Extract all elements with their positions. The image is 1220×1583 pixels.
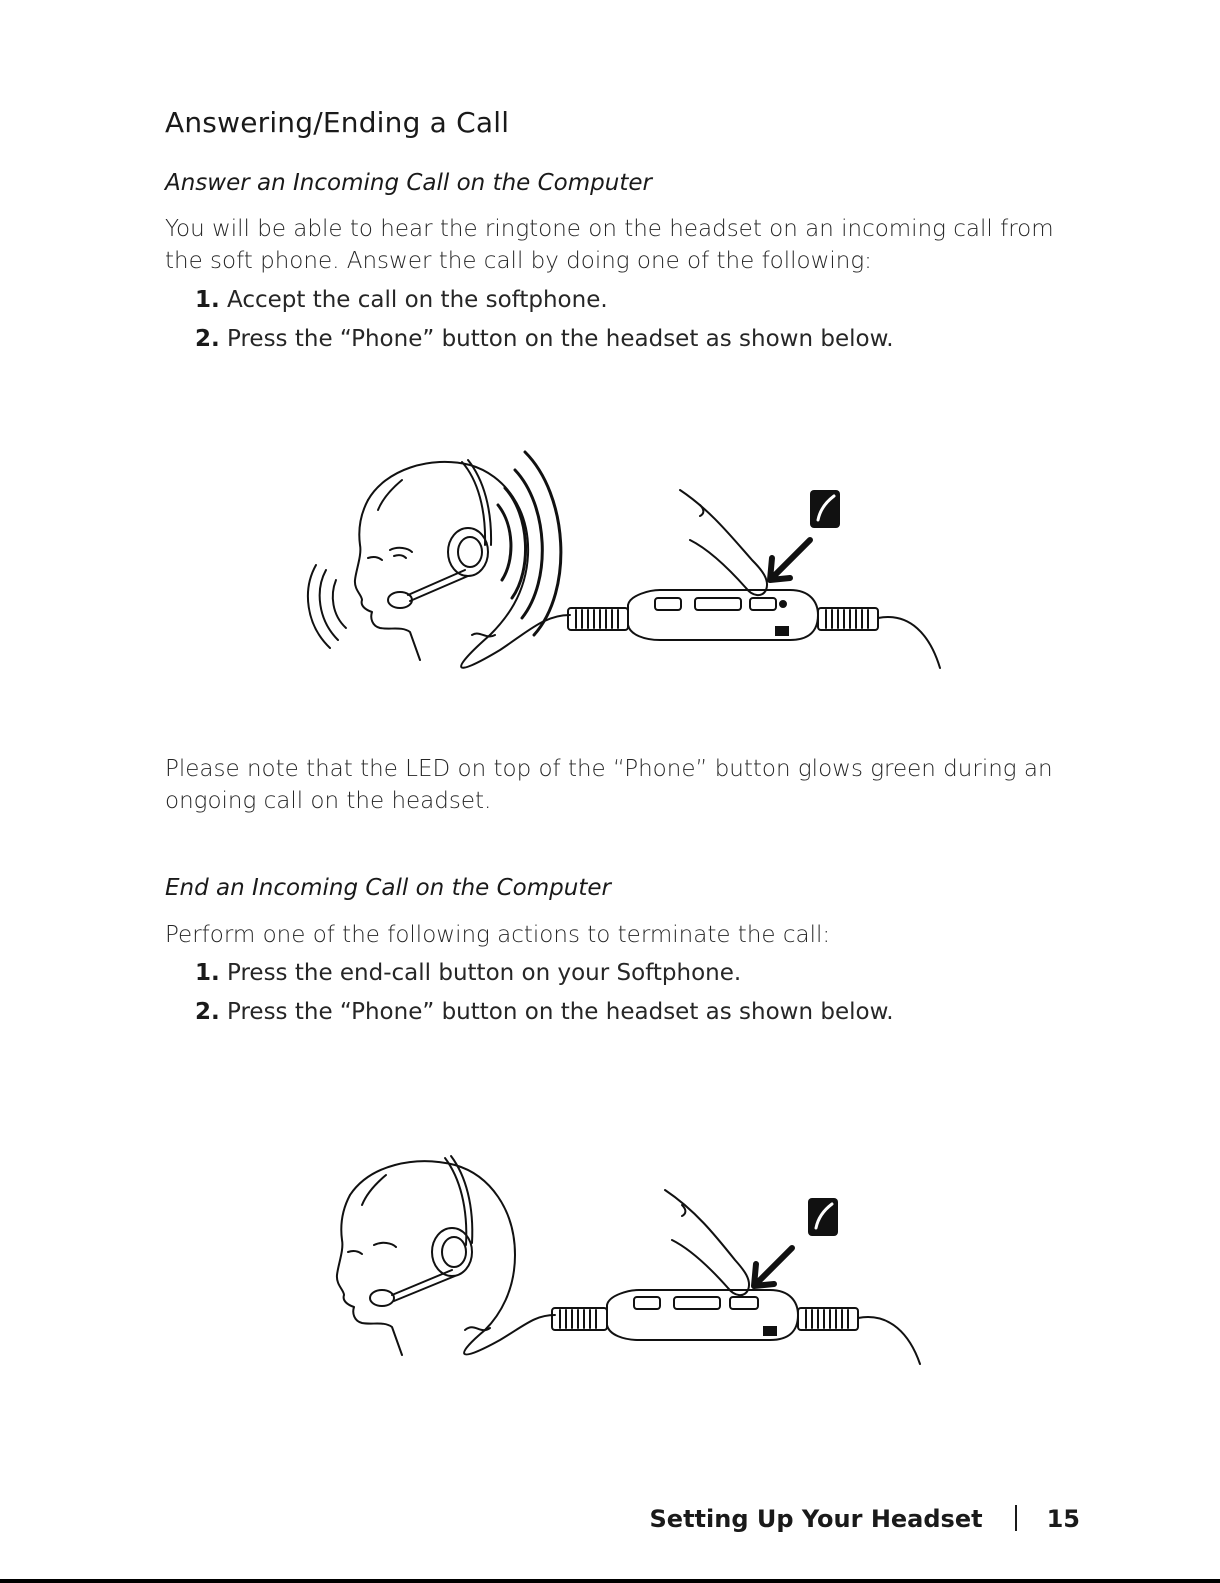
led-note: Please note that the LED on top of the “Phone” button glows green during an ongoing call on the headset.	[165, 756, 1053, 814]
list-item: 2. Press the “Phone” button on the headset as shown below.	[195, 999, 894, 1025]
answer-heading: Answer an Incoming Call on the Computer	[165, 170, 652, 196]
sound-waves-left	[308, 565, 346, 648]
inline-controller	[552, 1290, 920, 1364]
headset-figure	[388, 460, 491, 608]
answer-intro: You will be able to hear the ringtone on the headset on an incoming call from the soft phone. Answer the call by doing one of the following:	[165, 216, 1054, 274]
head-figure	[355, 462, 528, 660]
bottom-rule	[0, 1579, 1220, 1583]
inline-controller	[568, 590, 940, 668]
page-number: 15	[1046, 1505, 1080, 1533]
answer-call-illustration	[290, 430, 960, 680]
footer-separator	[1015, 1505, 1017, 1531]
section-title: Answering/Ending a Call	[165, 106, 510, 139]
press-arrow	[770, 540, 810, 580]
finger-figure	[680, 490, 767, 595]
end-heading: End an Incoming Call on the Computer	[165, 875, 611, 901]
page-footer	[650, 1505, 1081, 1533]
list-item: 1. Press the end-call button on your Softphone.	[195, 960, 742, 986]
end-intro: Perform one of the following actions to terminate the call:	[165, 922, 831, 948]
head-figure	[337, 1161, 515, 1355]
answer-steps	[195, 281, 894, 359]
list-item: 1. Accept the call on the softphone.	[195, 287, 608, 313]
footer-chapter-title: Setting Up Your Headset	[649, 1505, 983, 1533]
end-call-illustration	[330, 1140, 950, 1380]
finger-figure	[665, 1190, 749, 1295]
sound-waves-right	[498, 452, 561, 635]
list-item: 2. Press the “Phone” button on the headset as shown below.	[195, 326, 894, 352]
end-steps	[195, 954, 894, 1032]
phone-icon	[808, 1198, 838, 1236]
headset-figure	[370, 1156, 472, 1306]
press-arrow	[754, 1248, 792, 1286]
phone-icon	[810, 490, 840, 528]
